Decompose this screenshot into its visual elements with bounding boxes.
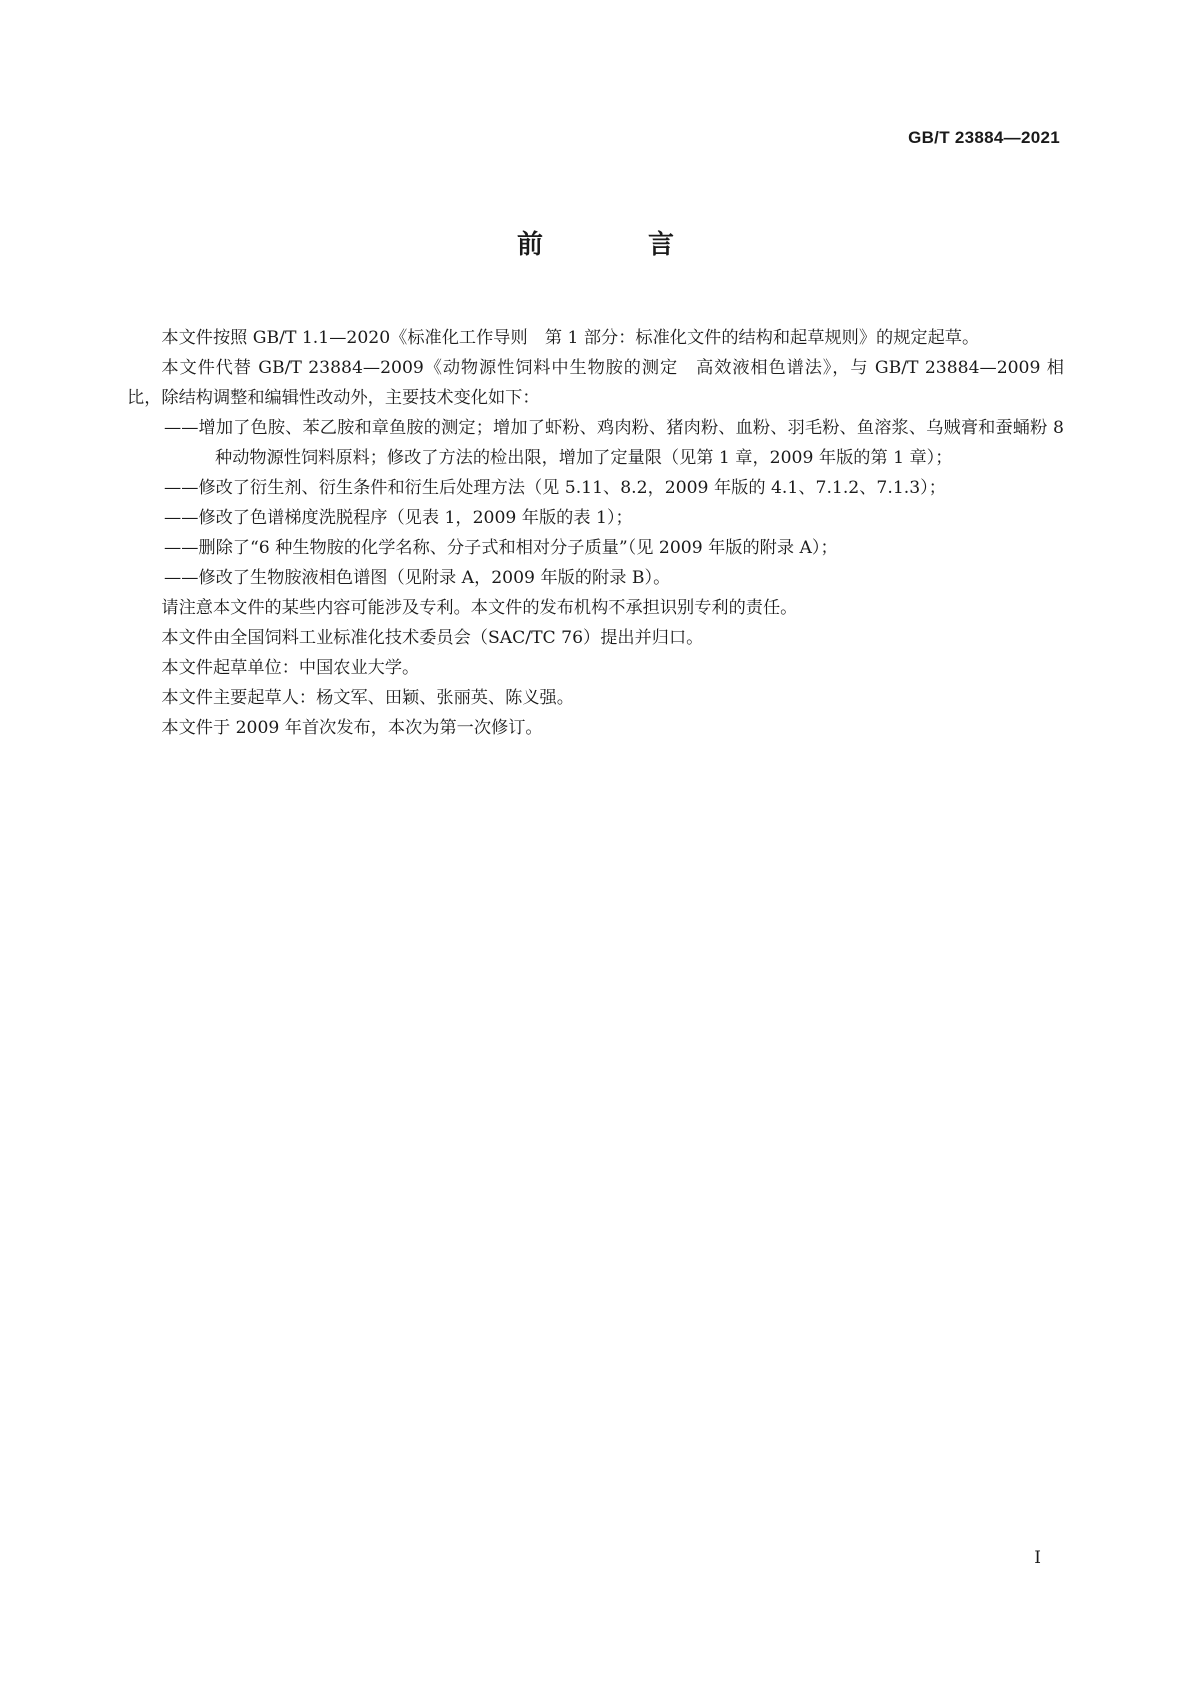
publication-history: 本文件于 2009 年首次发布，本次为第一次修订。 bbox=[161, 718, 543, 738]
proposer-paragraph: 本文件由全国饲料工业标准化技术委员会（SAC/TC 76）提出并归口。 bbox=[161, 628, 704, 648]
patent-notice: 请注意本文件的某些内容可能涉及专利。本文件的发布机构不承担识别专利的责任。 bbox=[161, 598, 798, 618]
change-item-1: ——增加了色胺、苯乙胺和章鱼胺的测定；增加了虾粉、鸡肉粉、猪肉粉、血粉、羽毛粉、鱼溶浆、乌贼膏和蚕蛹粉 8 种动物源性饲料原料；修改了方法的检出限，增加了定量限（见第 1 章，2009 年版的第 1 章）； bbox=[164, 418, 1064, 468]
change-item-3: ——修改了色谱梯度洗脱程序（见表 1，2009 年版的表 1）； bbox=[164, 508, 633, 528]
page-number: I bbox=[1034, 1548, 1041, 1568]
drafting-unit: 本文件起草单位：中国农业大学。 bbox=[161, 658, 420, 678]
drafters: 本文件主要起草人：杨文军、田颖、张丽英、陈义强。 bbox=[161, 688, 574, 708]
page-title: 前 言 bbox=[516, 230, 723, 260]
foreword-body bbox=[127, 323, 1064, 743]
intro-paragraph-1: 本文件按照 GB/T 1.1—2020《标准化工作导则 第 1 部分：标准化文件的结构和起草规则》的规定起草。 bbox=[161, 328, 980, 348]
standard-number: GB/T 23884—2021 bbox=[908, 128, 1060, 147]
change-item-4: ——删除了“6 种生物胺的化学名称、分子式和相对分子质量”（见 2009 年版的附录 A）； bbox=[164, 538, 838, 558]
change-item-5: ——修改了生物胺液相色谱图（见附录 A，2009 年版的附录 B）。 bbox=[164, 568, 671, 588]
intro-paragraph-2: 本文件代替 GB/T 23884—2009《动物源性饲料中生物胺的测定 高效液相色谱法》，与 GB/T 23884—2009 相比，除结构调整和编辑性改动外，主要技术变化如下： bbox=[127, 358, 1064, 408]
change-item-2: ——修改了衍生剂、衍生条件和衍生后处理方法（见 5.11、8.2，2009 年版的 4.1、7.1.2、7.1.3）； bbox=[164, 478, 946, 498]
